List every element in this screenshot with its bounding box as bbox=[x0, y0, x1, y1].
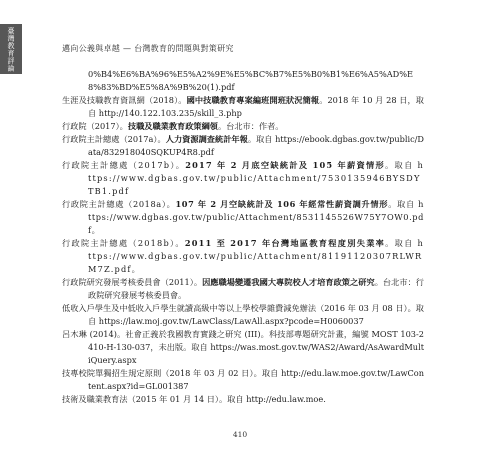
reference-text: 。台北市：作者。 bbox=[217, 121, 284, 131]
chapter-side-tab bbox=[0, 24, 22, 74]
reference-entry bbox=[62, 159, 424, 198]
reference-entry bbox=[62, 237, 424, 276]
reference-title: 人力資源調查統計年報 bbox=[165, 134, 248, 144]
reference-text: 低收入戶學生及中低收入戶學生就讀高級中等以上學校學雜費減免辦法（2016 年 03 月 08 日）。取自 https://law.moj.gov.tw/LawClass/LawAll.aspx?pcode=H0060037 bbox=[62, 303, 424, 326]
reference-entry bbox=[62, 302, 424, 328]
reference-entry bbox=[62, 393, 424, 406]
reference-text: 生涯及技職教育資訊網（2018）。 bbox=[62, 95, 187, 105]
reference-title: 2011 至 2017 年台灣地區教育程度別失業率 bbox=[184, 238, 386, 248]
reference-entry bbox=[62, 120, 424, 133]
reference-text: 。台北市：行政院研究發展考核委員會。 bbox=[88, 277, 424, 300]
reference-entry bbox=[62, 198, 424, 237]
reference-entry bbox=[62, 367, 424, 393]
reference-entry bbox=[62, 328, 424, 367]
reference-text: 行政院主計總處（2018b）。 bbox=[62, 238, 185, 248]
reference-entry bbox=[62, 133, 424, 159]
reference-text: 。2018 年 10 月 28 日，取自 http://140.122.103.235/skill_3.php bbox=[88, 95, 424, 118]
reference-text: 行政院主計總處（2018a）。 bbox=[62, 199, 176, 209]
reference-text: 行政院研究發展考核委員會（2011）。 bbox=[62, 277, 203, 287]
reference-list bbox=[62, 68, 424, 406]
reference-text: 呂木琳 (2014)。社會正義於我國教育實踐之研究 (III)。科技部專題研究計畫，編號 MOST 103-2410-H-130-037，未出版。取自 https://was.most.gov.tw/WAS2/Award/AsAwardMultiQuery.aspx bbox=[62, 329, 424, 365]
reference-text: 。取自 https://www.dgbas.gov.tw/public/Attachment/7530135946BYSDYTB1.pdf bbox=[88, 160, 424, 196]
reference-text: 技術及職業教育法（2015 年 01 月 14 日）。取自 http://edu.law.moe. bbox=[62, 394, 326, 404]
reference-text: 行政院主計總處（2017a）。 bbox=[62, 134, 166, 144]
running-head: 邁向公義與卓越 — 台灣教育的問題與對策研究 bbox=[62, 44, 234, 53]
reference-entry bbox=[62, 94, 424, 120]
reference-entry bbox=[62, 276, 424, 302]
reference-title: 107 年 2 月空缺統計及 106 年經常性薪資調升情形 bbox=[175, 199, 389, 209]
reference-entry bbox=[62, 68, 424, 94]
reference-title: 技職及職業教育政策綱領 bbox=[127, 121, 218, 131]
page-number: 410 bbox=[232, 430, 248, 439]
reference-text: 0%B4%E6%BA%96%E5%A2%9E%E5%BC%B7%E5%B0%B1%E6%A5%AD%E8%83%BD%E5%8A%9B%20(1).pdf bbox=[88, 69, 413, 92]
reference-text: 技專校院單獨招生規定原則（2018 年 03 月 02 日）。取自 http://edu.law.moe.gov.tw/LawContent.aspx?id=GL001387 bbox=[62, 368, 424, 391]
reference-text: 行政院（2017）。 bbox=[62, 121, 128, 131]
reference-text: 行政院主計總處（2017b）。 bbox=[62, 160, 186, 170]
reference-text: 。取自 https://ebook.dgbas.gov.tw/public/Data/832918040SQKUP4R8.pdf bbox=[88, 134, 424, 157]
reference-text: 。取自 https://www.dgbas.gov.tw/public/Attachment/81191120307RLWRM7Z.pdf。 bbox=[88, 238, 424, 274]
reference-title: 因應職場變遷我國大專院校人才培育政策之研究 bbox=[202, 277, 375, 287]
reference-text: 。取自 https://www.dgbas.gov.tw/public/Attachment/8531145526W75Y7OW0.pdf。 bbox=[88, 199, 424, 235]
side-tab-label: 臺灣教育評論 bbox=[7, 26, 15, 72]
reference-title: 2017 年 2 月底空缺統計及 105 年薪資情形 bbox=[185, 160, 386, 170]
reference-title: 國中技職教育專案編班開班狀況簡報 bbox=[186, 95, 320, 105]
